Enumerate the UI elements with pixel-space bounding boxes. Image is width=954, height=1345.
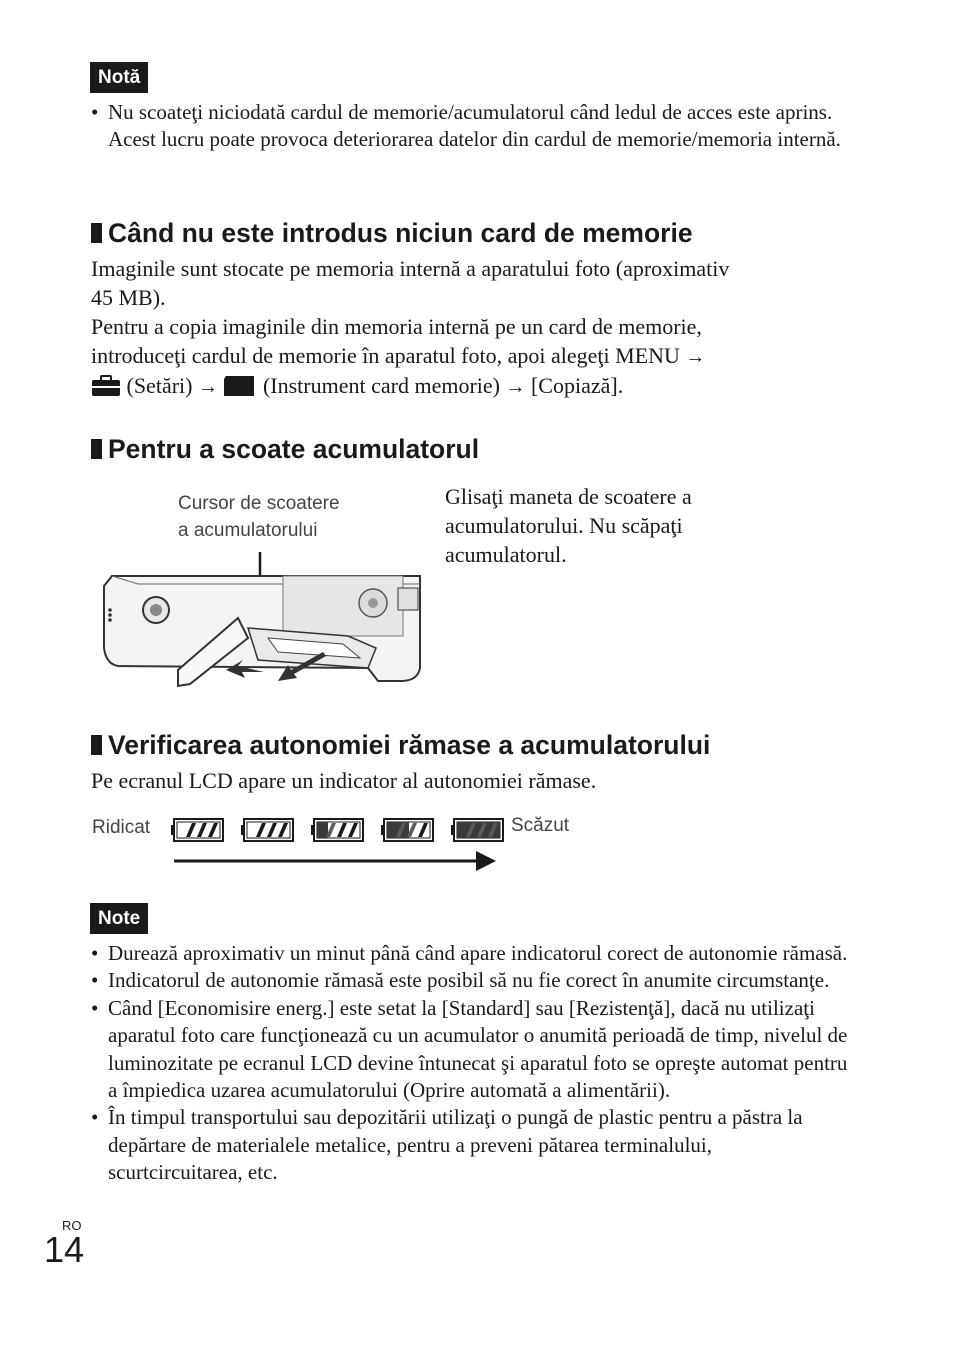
note-list — [91, 99, 851, 154]
page-number: 14 — [44, 1229, 85, 1270]
arrow-icon: → — [685, 345, 706, 368]
memory-card-tool-icon — [223, 375, 257, 405]
note-item: • Durează aproximativ un minut până când apare indicatorul corect de autonomie rămasă. — [91, 940, 851, 967]
camera-battery-illustration — [98, 548, 424, 698]
heading-marker — [91, 223, 102, 243]
battery-level-icon — [170, 817, 225, 843]
heading-marker — [91, 735, 102, 755]
notes-label: Note — [90, 903, 148, 934]
notes-list — [91, 940, 851, 1187]
battery-indicator-row — [170, 817, 505, 843]
section-heading-no-card: Când nu este introdus niciun card de memorie — [91, 217, 693, 249]
copy-instructions: Pentru a copia imaginile din memoria internă pe un card de memorie, introduceţi cardul de memorie în aparatul foto, apoi alegeţi MENU → (Setări) → (Instrument card memorie) → [Copiază]. — [91, 313, 871, 404]
battery-level-icon — [310, 817, 365, 843]
level-direction-arrow — [174, 850, 498, 879]
briefcase-icon — [91, 375, 121, 405]
battery-high-label: Ridicat — [92, 817, 151, 838]
figure-callout-label: Cursor de scoatere a acumulatorului — [178, 493, 340, 541]
battery-level-paragraph: Pe ecranul LCD apare un indicator al autonomiei rămase. — [91, 768, 597, 793]
battery-level-icon — [240, 817, 295, 843]
internal-memory-paragraph: Imaginile sunt stocate pe memoria internă a aparatului foto (aproximativ 45 MB). — [91, 256, 730, 310]
arrow-icon: → — [505, 375, 526, 398]
note-item: • Indicatorul de autonomie rămasă este posibil să nu fie corect în anumite circumstanţe. — [91, 967, 851, 994]
note-label: Notă — [90, 62, 148, 93]
note-item: • Nu scoateţi niciodată cardul de memorie/acumulatorul când ledul de acces este aprins. Acest lucru poate provoca deteriorarea datelor din cardul de memorie/memoria internă. — [91, 99, 851, 154]
battery-low-label: Scăzut — [511, 815, 570, 836]
note-item: • În timpul transportului sau depozitării utilizaţi o pungă de plastic pentru a păstra la depărtare de materialele metalice, pentru a preveni pătarea terminalului, scurtcircuitarea, etc. — [91, 1104, 851, 1186]
note-item: • Când [Economisire energ.] este setat la [Standard] sau [Rezistenţă], dacă nu utilizaţi aparatul foto care funcţionează cu un acumulator o anumită perioadă de timp, nivelul de luminozitate pe ecranul LCD devine întunecat şi aparatul foto se opreşte automat pentru a împiedica uzarea acumulatorului (Oprire automată a alimentării). — [91, 995, 851, 1105]
arrow-icon: → — [197, 375, 218, 398]
battery-level-icon — [450, 817, 505, 843]
language-code: RO — [62, 1218, 82, 1233]
heading-marker — [91, 439, 102, 459]
section-heading-remove-battery: Pentru a scoate acumulatorul — [91, 433, 479, 465]
section-heading-battery-level: Verificarea autonomiei rămase a acumulatorului — [91, 729, 710, 761]
battery-removal-instruction: Glisaţi maneta de scoatere a acumulatorului. Nu scăpaţi acumulatorul. — [445, 484, 692, 567]
battery-level-icon — [380, 817, 435, 843]
